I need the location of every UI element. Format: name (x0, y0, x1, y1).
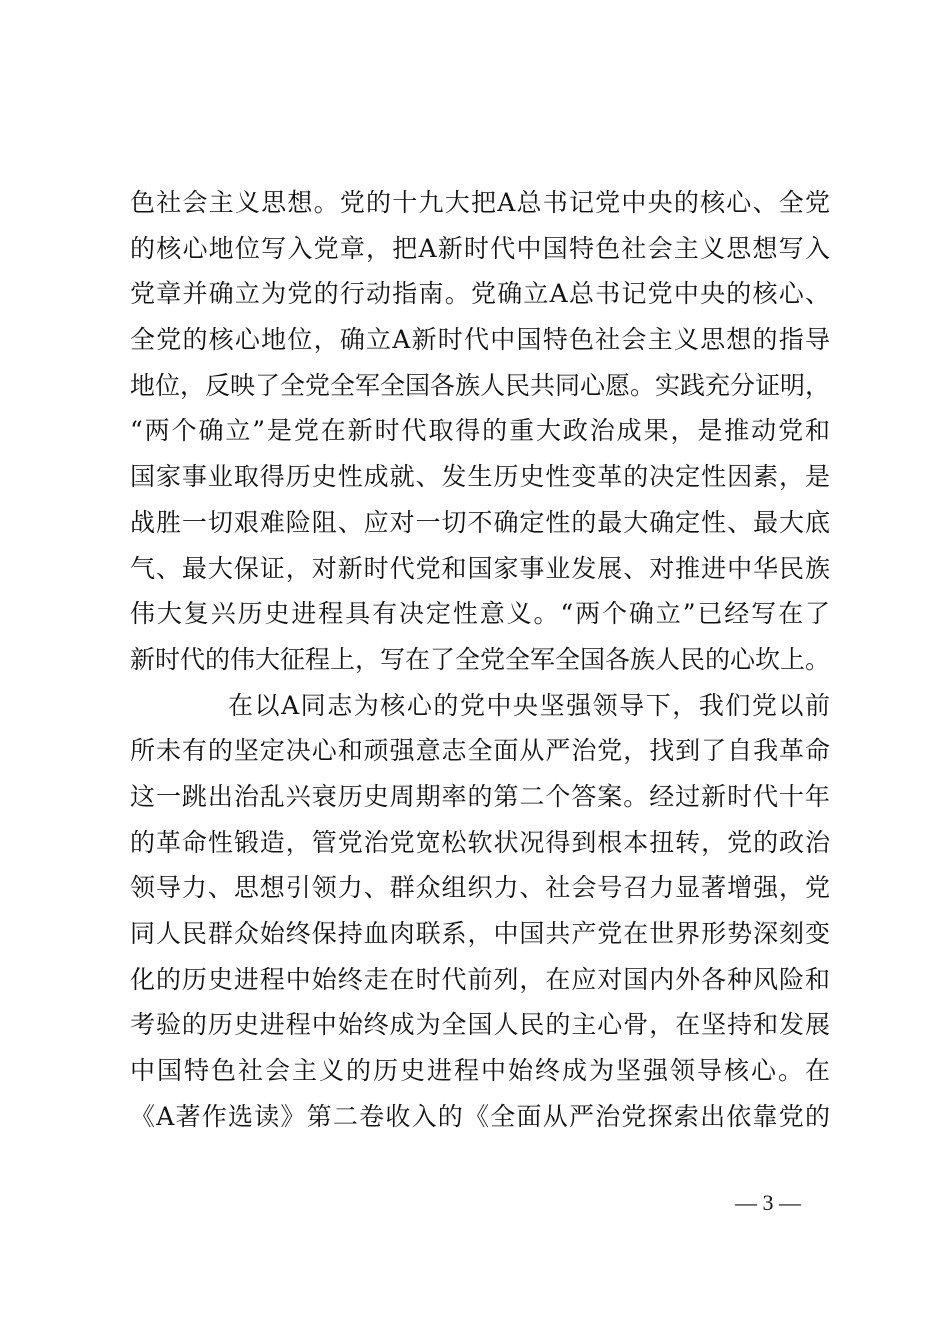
text-line: 所未有的坚定决心和顽强意志全面从严治党，找到了自我革命 (130, 736, 830, 766)
text-line: 全党的核心地位，确立A新时代中国特色社会主义思想的指导 (130, 325, 830, 355)
text-line: 的革命性锻造，管党治党宽松软状况得到根本扭转，党的政治 (130, 827, 830, 857)
text-line: 化的历史进程中始终走在时代前列，在应对国内外各种风险和 (130, 964, 830, 994)
text-line: “两个确立”是党在新时代取得的重大政治成果，是推动党和 (130, 416, 830, 446)
page-number: — 3 — (735, 1190, 801, 1215)
text-line: 《A著作选读》第二卷收入的《全面从严治党探索出依靠党的 (130, 1101, 830, 1131)
text-line: 中国特色社会主义的历史进程中始终成为坚强领导核心。在 (130, 1056, 830, 1086)
text-line: 考验的历史进程中始终成为全国人民的主心骨，在坚持和发展 (130, 1010, 830, 1040)
text-line: 伟大复兴历史进程具有决定性意义。“两个确立”已经写在了 (130, 599, 830, 629)
text-line: 色社会主义思想。党的十九大把A总书记党中央的核心、全党 (130, 188, 830, 217)
text-line: 的核心地位写入党章，把A新时代中国特色社会主义思想写入 (130, 233, 830, 263)
text-line: 国家事业取得历史性成就、发生历史性变革的决定性因素，是 (130, 462, 830, 492)
text-line: 同人民群众始终保持血肉联系，中国共产党在世界形势深刻变 (130, 919, 830, 948)
text-line: 在以A同志为核心的党中央坚强领导下，我们党以前 (228, 690, 830, 720)
text-line: 这一跳出治乱兴衰历史周期率的第二个答案。经过新时代十年 (130, 781, 830, 811)
text-line: 新时代的伟大征程上，写在了全党全军全国各族人民的心坎上。 (130, 644, 830, 674)
text-line: 战胜一切艰难险阻、应对一切不确定性的最大确定性、最大底 (130, 507, 830, 537)
text-line: 领导力、思想引领力、群众组织力、社会号召力显著增强，党 (130, 873, 830, 903)
document-body (130, 180, 830, 1139)
text-line: 气、最大保证，对新时代党和国家事业发展、对推进中华民族 (130, 553, 830, 583)
text-line: 地位，反映了全党全军全国各族人民共同心愿。实践充分证明， (130, 370, 830, 400)
text-line: 党章并确立为党的行动指南。党确立A总书记党中央的核心、 (130, 279, 830, 309)
